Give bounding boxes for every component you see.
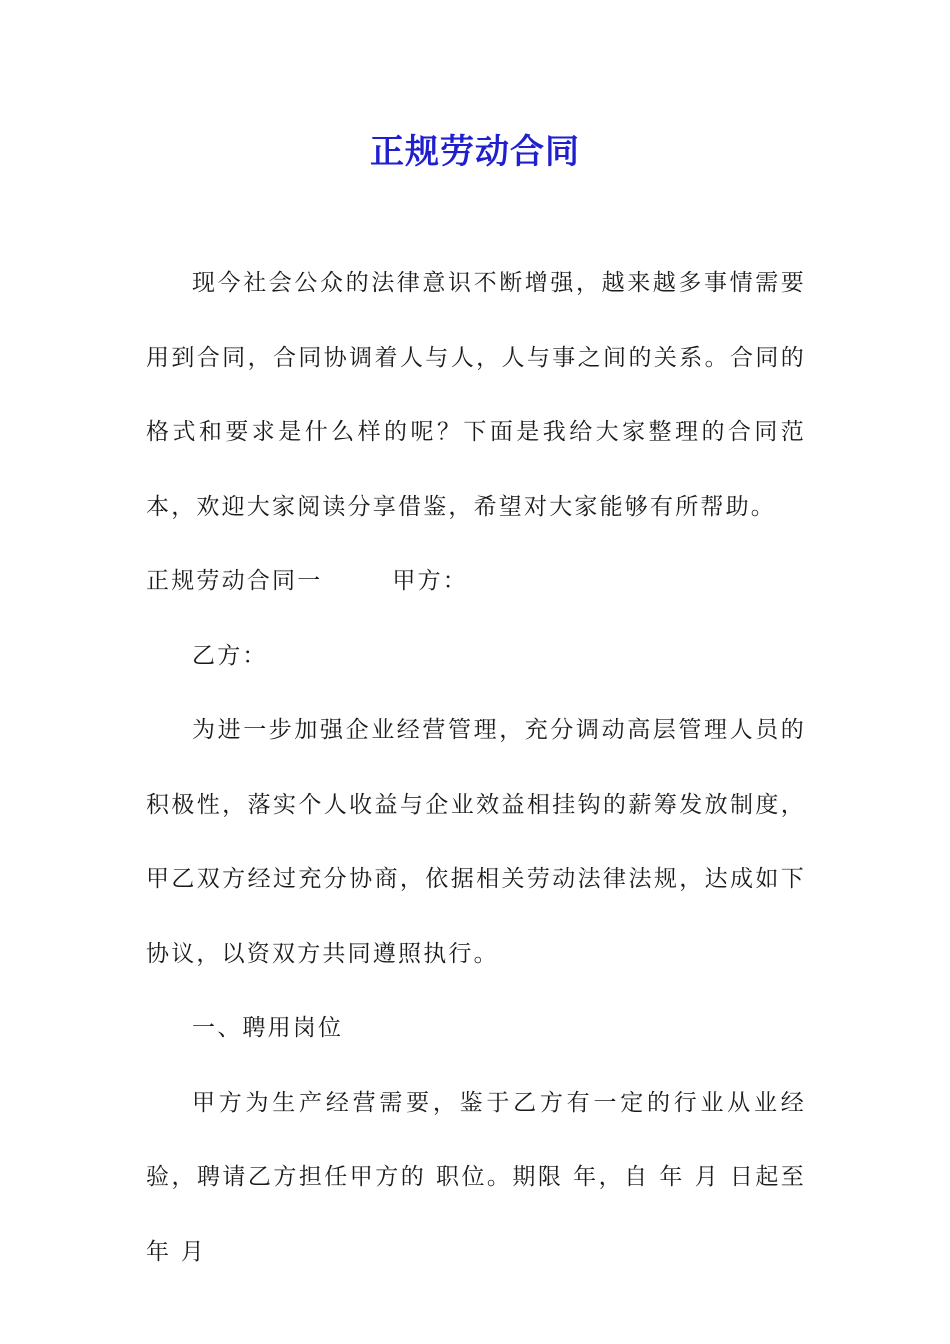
purpose-paragraph: 为进一步加强企业经营管理，充分调动高层管理人员的积极性，落实个人收益与企业效益相挂钩的薪筹发放制度，甲乙双方经过充分协商，依据相关劳动法律法规，达成如下协议，以资双方共同遵照执行。 (146, 717, 806, 967)
party-a-label: 甲方： (392, 568, 469, 594)
intro-paragraph: 现今社会公众的法律意识不断增强，越来越多事情需要用到合同，合同协调着人与人，人与事之间的关系。合同的格式和要求是什么样的呢？下面是我给大家整理的合同范本，欢迎大家阅读分享借鉴，希望对大家能够有所帮助。 (146, 270, 806, 520)
clause-1-paragraph: 甲方为生产经营需要，鉴于乙方有一定的行业从业经验，聘请乙方担任甲方的 职位。期限 年，自 年 月 日起至 年 月 (146, 1089, 806, 1265)
section-title: 正规劳动合同一 (146, 568, 323, 594)
document-title: 正规劳动合同 (370, 132, 580, 172)
section-heading-line (146, 544, 806, 619)
document-body (146, 246, 806, 1289)
party-b-label: 乙方： (192, 642, 268, 669)
clause-1-heading: 一、聘用岗位 (192, 1015, 344, 1041)
